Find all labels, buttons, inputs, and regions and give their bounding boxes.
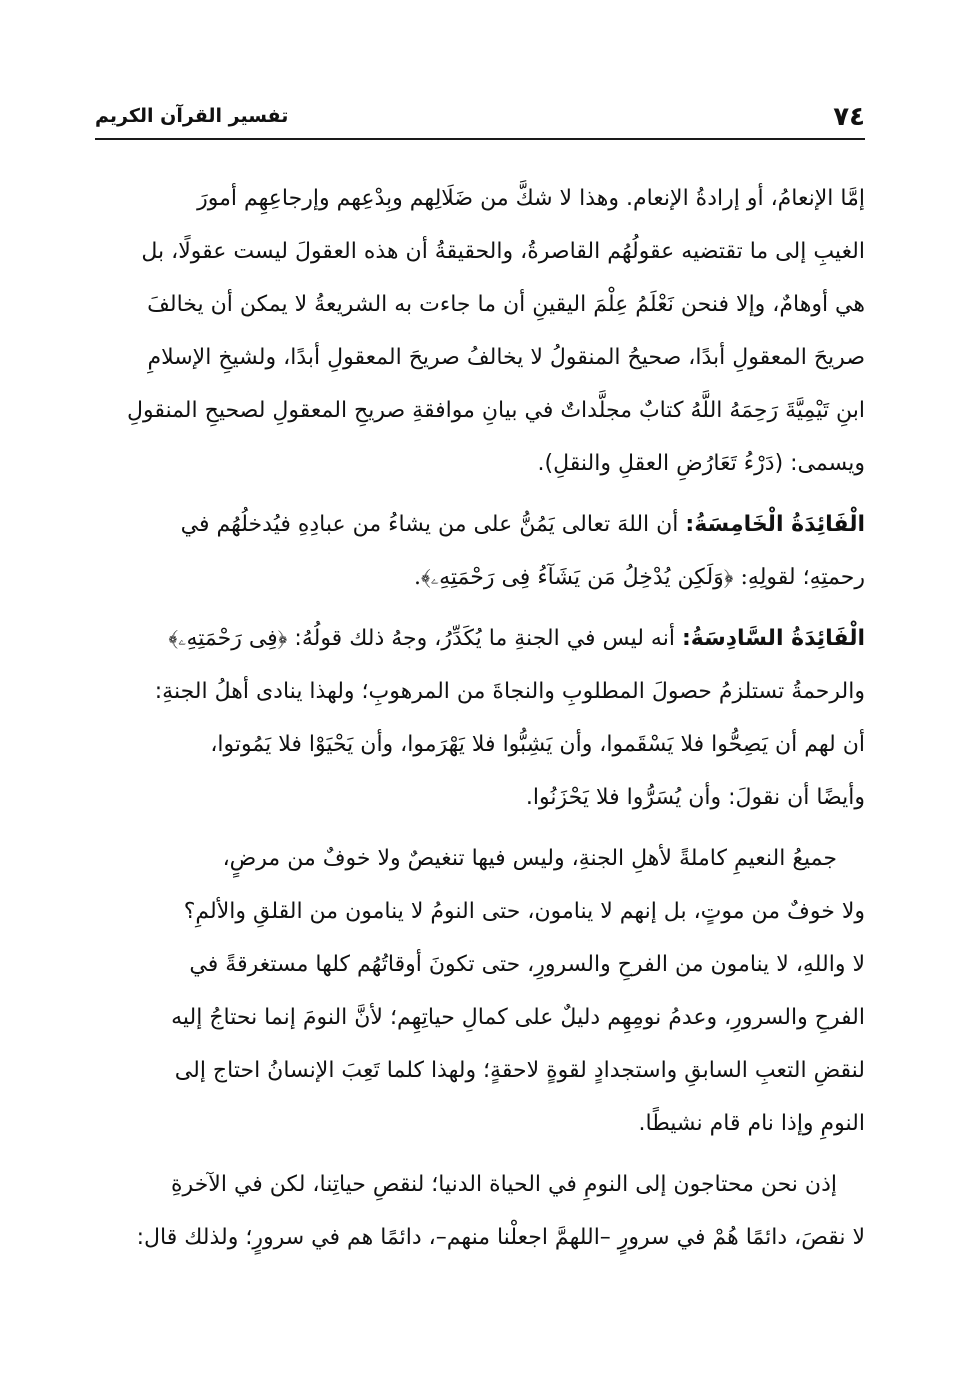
page-body xyxy=(95,172,865,1272)
text-line: الغيبِ إلى ما تقتضيه عقولُهُم القاصرةُ، والحقيقةُ أن هذه العقولَ ليست عقولًا، بل xyxy=(141,239,865,264)
benefit-heading-sixth: الْفَائِدَةُ السَّادِسَةُ: xyxy=(681,626,865,651)
text-line: لا واللهِ، لا ينامون من الفرحِ والسرورِ، حتى تكونَ أوقاتُهُم كلها مستغرقةً في xyxy=(189,952,865,977)
paragraph-4 xyxy=(95,832,865,1150)
page-header xyxy=(95,96,865,136)
benefit-heading-fifth: الْفَائِدَةُ الْخَامِسَةُ: xyxy=(685,512,865,537)
text-line: إذن نحن محتاجون إلى النومِ في الحياة الدنيا؛ لنقصِ حياتِنا، لكن في الآخرةِ xyxy=(171,1172,837,1197)
paragraph-sixth-benefit xyxy=(95,612,865,824)
text-line: جميعُ النعيمِ كاملةً لأهلِ الجنةِ، وليس فيها تنغيصٌ ولا خوفٌ من مرضٍ، xyxy=(222,846,837,871)
text-line: ولا خوفٌ من موتٍ، بل إنهم لا ينامون، حتى النومُ لا ينامون من القلقِ والألمِ؟ xyxy=(183,899,865,924)
paragraph-1 xyxy=(95,172,865,490)
text-line xyxy=(95,612,865,665)
text-line: أن لهم أن يَصِحُّوا فلا يَسْقَموا، وأن يَشِبُّوا فلا يَهْرَموا، وأن يَحْيَوْا فلا يَمُوتوا، xyxy=(210,732,865,757)
text-line: وأيضًا أن نقولَ: وأن يُسَرُّوا فلا يَحْزَنُوا. xyxy=(525,785,865,810)
text-line: والرحمةُ تستلزمُ حصولَ المطلوبِ والنجاةَ من المرهوبِ؛ ولهذا ينادى أهلُ الجنةِ: xyxy=(154,679,865,704)
text-line: ابنِ تَيْمِيَّةَ رَحِمَهُ اللَّهُ كتابٌ مجلَّداتٌ في بيانِ موافقةِ صريحِ المعقولِ لصحيحِ المنقولِ xyxy=(126,398,865,423)
paragraph-fifth-benefit xyxy=(95,498,865,604)
text-line: صريحَ المعقولِ أبدًا، صحيحُ المنقولُ لا يخالفُ صريحَ المعقولِ أبدًا، ولشيخِ الإسلامِ xyxy=(147,345,865,370)
text-line xyxy=(95,498,865,551)
text-line: رحمتِهِ؛ لقولِهِ: ﴿وَلَكِن يُدْخِلُ مَن يَشَآءُ فِى رَحْمَتِهِۦ﴾. xyxy=(414,565,865,590)
paragraph-5 xyxy=(95,1158,865,1264)
running-title: تفسير القرآن الكريم xyxy=(95,105,289,127)
text-line: هي أوهامٌ، وإلا فنحن نَعْلَمُ عِلْمَ اليقينِ أن ما جاءت به الشريعةُ لا يمكن أن يخالفَ xyxy=(147,292,865,317)
header-divider xyxy=(95,138,865,140)
text-line: لا نقصَ، دائمًا هُمْ في سرورٍ –اللهمَّ اجعلْنا منهم–، دائمًا هم في سرورٍ؛ ولذلك قال: xyxy=(136,1225,865,1250)
text-line: إمَّا الإنعامُ، أو إرادةُ الإنعام. وهذا لا شكَّ من ضَلَالِهم وبِدْعِهم وإرجاعِهِم أمورَ xyxy=(197,186,865,211)
page-number: ٧٤ xyxy=(833,102,865,132)
text-span: أنه ليس في الجنةِ ما يُكَدِّرُ، وجهُ ذلك قولُهُ: ﴿فِى رَحْمَتِهِۦ﴾ xyxy=(168,626,682,651)
text-span: أن اللهَ تعالى يَمُنُّ على من يشاءُ من عبادِهِ فيُدخلُهُم في xyxy=(180,512,686,537)
text-line: لنقضِ التعبِ السابقِ واستجدادٍ لقوةٍ لاحقةٍ؛ ولهذا كلما تَعِبَ الإنسانُ احتاج إلى xyxy=(174,1058,865,1083)
text-line: النومِ وإذا نام قام نشيطًا. xyxy=(638,1111,865,1136)
text-line: الفرحِ والسرورِ، وعدمُ نومِهِم دليلٌ على كمالِ حياتِهِم؛ لأنَّ النومَ إنما نحتاجُ إليه xyxy=(171,1005,865,1030)
text-line: ويسمى: (دَرْءُ تَعَارُضِ العقلِ والنقلِ). xyxy=(537,451,865,476)
